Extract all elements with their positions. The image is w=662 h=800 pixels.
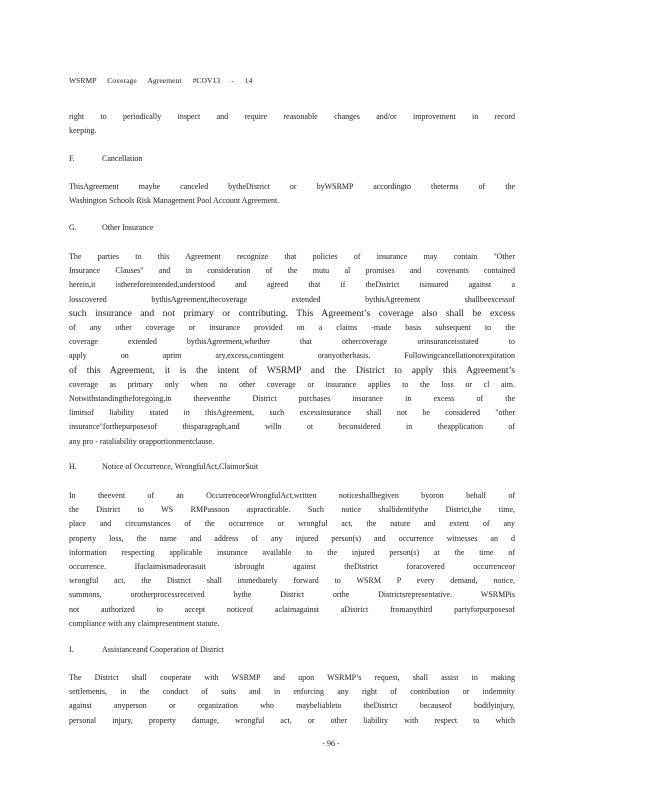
text-line: place and circumstances of the occurrence or wrongful act, the nature and extent of any	[69, 519, 515, 529]
text-line: apply on aprim ary,excess,contingent oranyotherbasis. Followingcancellationorexpiration	[69, 351, 515, 361]
text-line: ThisAgreement maybe canceled bytheDistrict or byWSRMP accordingto theterms of the	[69, 182, 515, 191]
section-label: I.	[69, 645, 74, 654]
text-line: right to periodically inspect and require reasonable changes and/or improvement in record	[69, 112, 515, 121]
text-line: compliance with any claimpresentment statute.	[69, 618, 220, 628]
text-line: Washington Schools Risk Management Pool Account Agreement.	[69, 196, 280, 206]
text-line: coverage extended bythisAgreement,whether that othercoverage orinsuranceisstated to	[69, 337, 515, 347]
text-line: personal injury, property damage, wrongful act, or other liability with respect to which	[69, 715, 515, 725]
text-line: keeping.	[69, 126, 97, 136]
section-title: Other Insurance	[102, 223, 154, 232]
page-header: WSRMP Coverage Agreement #COV13 - 14	[69, 76, 253, 85]
section-heading-f	[69, 154, 142, 163]
section-title: Cancellation	[102, 154, 143, 163]
section-h-paragraph	[69, 489, 515, 631]
section-label: F.	[69, 154, 75, 163]
section-f-paragraph	[69, 180, 515, 208]
text-line: coverage as primary only when no other coverage or insurance applies to the loss or cl aim.	[69, 379, 515, 389]
text-line: insurance"forthepurposesof thisparagraph,and willn ot beconsidered in theapplication of	[69, 422, 515, 432]
text-line: Insurance Clauses" and in consideration of the mutu al promises and covenants contained	[69, 266, 515, 276]
section-i-paragraph	[69, 671, 515, 728]
section-title: Assistanceand Cooperation of District	[102, 645, 224, 654]
text-line: The parties to this Agreement recognize that policies of insurance may contain "Other	[69, 252, 515, 261]
text-line: losscovered bythisAgreement,thecoverage extended bythisAgreement shallbeexcessof	[69, 294, 515, 304]
text-line: not authorized to accept noticeof aclaimagainst aDistrict fromanythird partyforpurposesof	[69, 604, 515, 614]
text-line: The District shall cooperate with WSRMP and upon WSRMP’s request, shall assist in making	[69, 673, 515, 682]
text-line: wrongful act, the District shall immediately forward to WSRM P every demand, notice,	[69, 576, 515, 586]
text-line: property loss, the name and address of any injured person(s) and occurrence witnesses an d	[69, 533, 515, 543]
text-line: such insurance and not primary or contributing. This Agreement’s coverage also shall be excess	[69, 307, 515, 319]
text-line: settlements, in the conduct of suits and in enforcing any right of contribution or indemnity	[69, 687, 515, 697]
intro-paragraph	[69, 110, 515, 138]
text-line: against anyperson or organization who maybeliableto theDistrict becauseof bodilyinjury,	[69, 701, 515, 711]
text-line: occurrence. Ifaclaimismadeorasuit isbrought against theDistrict foracovered occurrenceor	[69, 562, 515, 572]
text-line: of any other coverage or insurance provided on a claims -made basis subsequent to the	[69, 323, 515, 333]
section-g-paragraph	[69, 250, 515, 449]
section-label: H.	[69, 462, 77, 471]
text-line: the District to WS RMPassoon aspracticable. Such notice shallidentifythe District,the time,	[69, 505, 515, 515]
text-line: herein,it isthereforeintended,understood and agreed that if theDistrict isinsured against a	[69, 280, 515, 290]
text-line: information respecting applicable insurance available to the injured person(s) at the time of	[69, 547, 515, 557]
section-label: G.	[69, 223, 77, 232]
text-line: In theevent of an OccurrenceorWrongfulAct,written noticeshallbegiven byoron behalf of	[69, 491, 515, 500]
page-number: - 96 -	[322, 739, 340, 748]
section-heading-i	[69, 645, 224, 654]
section-heading-h	[69, 462, 258, 471]
section-title: Notice of Occurrence, WrongfulAct,ClaimorSuit	[102, 462, 259, 471]
text-line: limitsof liability stated in thisAgreement, such excessinsurance shall not be considered "other	[69, 408, 515, 418]
text-line: any pro - rataliability orapportionmentclause.	[69, 436, 215, 446]
section-heading-g	[69, 223, 153, 232]
text-line: Notwithstandingtheforegoing,in theeventthe District purchases insurance in excess of the	[69, 394, 515, 404]
text-line: summons, orotherprocessreceived bythe District orthe Districtsrepresentative. WSRMPis	[69, 590, 515, 600]
text-line: of this Agreement, it is the intent of WSRMP and the District to apply this Agreement’s	[69, 364, 515, 376]
